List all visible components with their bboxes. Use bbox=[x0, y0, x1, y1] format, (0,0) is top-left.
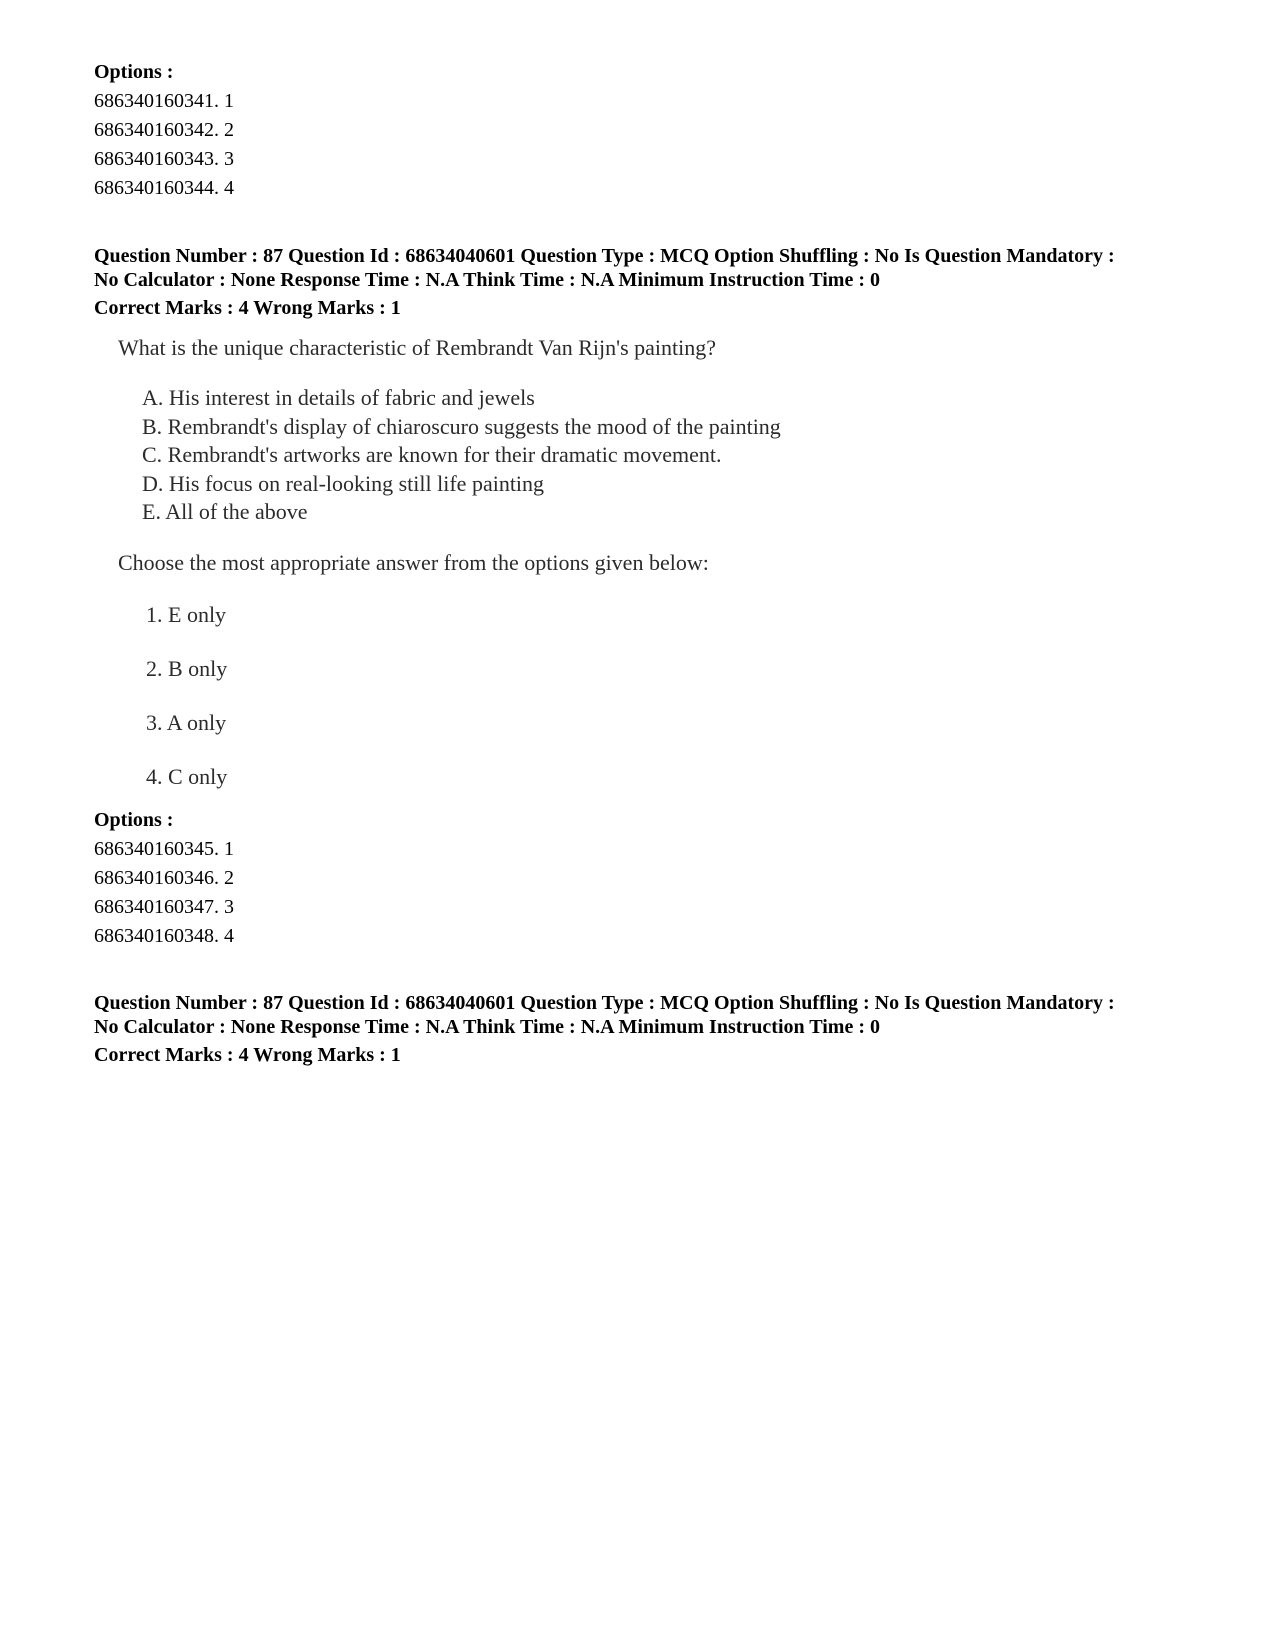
option-item: 686340160348. 4 bbox=[94, 925, 234, 947]
statement-item: C. Rembrandt's artworks are known for their dramatic movement. bbox=[142, 442, 722, 467]
question-instruction: Choose the most appropriate answer from the options given below: bbox=[118, 549, 709, 575]
option-item: 686340160343. 3 bbox=[94, 148, 234, 170]
question-header bbox=[94, 991, 1214, 1070]
question-meta-line-1: Question Number : 87 Question Id : 68634040601 Question Type : MCQ Option Shuffling : No Is Question Mandatory : bbox=[94, 245, 1115, 267]
statement-item: D. His focus on real-looking still life painting bbox=[142, 470, 545, 496]
option-item: 686340160346. 2 bbox=[94, 867, 234, 889]
answer-choice: 4. C only bbox=[146, 763, 228, 789]
option-item: 686340160345. 1 bbox=[94, 838, 234, 860]
option-item: 686340160342. 2 bbox=[94, 119, 234, 141]
answer-choice-list bbox=[118, 601, 1018, 791]
question-text: What is the unique characteristic of Rembrandt Van Rijn's painting? bbox=[118, 335, 717, 360]
answer-choice: 1. E only bbox=[146, 601, 227, 627]
option-item: 686340160347. 3 bbox=[94, 896, 234, 918]
question-meta-line-1: Question Number : 87 Question Id : 68634040601 Question Type : MCQ Option Shuffling : No Is Question Mandatory : bbox=[94, 992, 1115, 1014]
answer-choice: 3. A only bbox=[146, 709, 227, 735]
statement-item: A. His interest in details of fabric and jewels bbox=[142, 385, 535, 410]
option-item: 686340160344. 4 bbox=[94, 177, 234, 199]
bottom-options-block bbox=[94, 806, 1214, 951]
question-marks: Correct Marks : 4 Wrong Marks : 1 bbox=[94, 1044, 401, 1066]
question-header bbox=[94, 244, 1214, 323]
question-marks: Correct Marks : 4 Wrong Marks : 1 bbox=[94, 297, 401, 319]
question-body bbox=[118, 334, 1018, 817]
statement-list bbox=[118, 384, 1018, 527]
statement-item: E. All of the above bbox=[142, 499, 308, 524]
option-item: 686340160341. 1 bbox=[94, 90, 234, 112]
question-meta-line-2: No Calculator : None Response Time : N.A Think Time : N.A Minimum Instruction Time : 0 bbox=[94, 269, 880, 291]
answer-choice: 2. B only bbox=[146, 655, 228, 681]
top-options-block bbox=[94, 58, 1214, 203]
question-meta-line-2: No Calculator : None Response Time : N.A Think Time : N.A Minimum Instruction Time : 0 bbox=[94, 1016, 880, 1038]
options-heading: Options : bbox=[94, 809, 174, 831]
statement-item: B. Rembrandt's display of chiaroscuro suggests the mood of the painting bbox=[142, 413, 781, 439]
options-heading: Options : bbox=[94, 61, 174, 83]
